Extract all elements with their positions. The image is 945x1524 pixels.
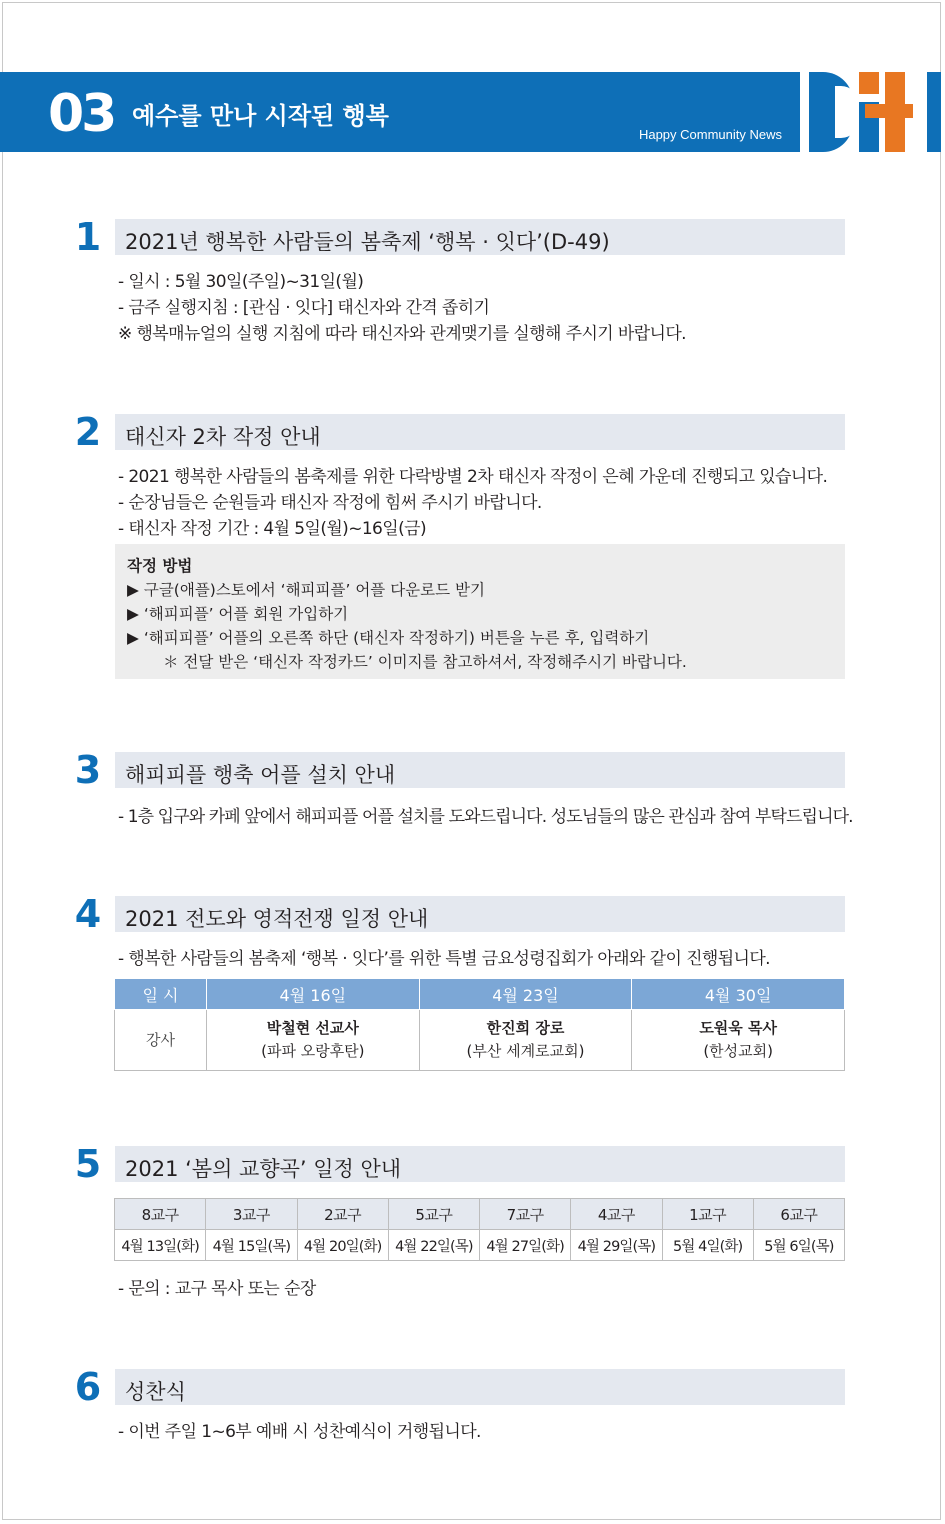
section-title: 2021 전도와 영적전쟁 일정 안내 (125, 907, 429, 931)
section-number: 4 (74, 892, 102, 936)
date-cell: 5월 6일(목) (753, 1230, 844, 1261)
section-title: 2021년 행복한 사람들의 봄축제 ‘행복 · 잇다’(D-49) (125, 230, 610, 254)
speaker-cell (632, 1010, 845, 1071)
date-cell: 5월 4일(화) (662, 1230, 753, 1261)
speaker-name: 박철현 선교사 (266, 1019, 359, 1037)
section-number: 1 (74, 215, 102, 259)
date-cell: 4월 20일(화) (297, 1230, 388, 1261)
speaker-org: (한성교회) (703, 1042, 773, 1060)
district-cell: 1교구 (662, 1199, 753, 1230)
date-cell: 4월 29일(목) (571, 1230, 662, 1261)
section-number: 6 (74, 1365, 102, 1409)
speaker-name: 한진희 장로 (486, 1019, 565, 1037)
date-cell: 4월 27일(화) (480, 1230, 571, 1261)
district-cell: 5교구 (388, 1199, 479, 1230)
section-title: 성찬식 (125, 1380, 186, 1404)
table-header-cell: 4월 23일 (419, 979, 632, 1010)
section-number: 2 (74, 410, 102, 454)
district-schedule-table (114, 1198, 845, 1261)
section-title-bar (115, 896, 845, 932)
header-subtitle: Happy Community News (638, 127, 782, 142)
section-title-bar (115, 219, 845, 255)
header-bar (0, 72, 800, 152)
speaker-cell (419, 1010, 632, 1071)
row-label: 강사 (115, 1010, 207, 1071)
section-line: - 1층 입구와 카페 앞에서 해피피플 어플 설치를 도와드립니다. 성도님들의 많은 관심과 참여 부탁드립니다. (118, 807, 853, 827)
section-title: 해피피플 행축 어플 설치 안내 (125, 763, 396, 787)
district-cell: 3교구 (206, 1199, 297, 1230)
district-cell: 2교구 (297, 1199, 388, 1230)
district-cell: 6교구 (753, 1199, 844, 1230)
section-number: 5 (74, 1142, 102, 1186)
section-title-bar (115, 1369, 845, 1405)
table-header-cell: 4월 30일 (632, 979, 845, 1010)
district-cell: 8교구 (115, 1199, 206, 1230)
header-section-number: 03 (48, 84, 115, 144)
section-title-bar (115, 414, 845, 450)
section-line: - 행복한 사람들의 봄축제 ‘행복 · 잇다’를 위한 특별 금요성령집회가 아래와 같이 진행됩니다. (118, 949, 770, 969)
instruction-note: ＊ 전달 받은 ‘태신자 작정카드’ 이미지를 참고하셔서, 작정해주시기 바랍니다. (163, 653, 687, 671)
table-row (115, 1199, 845, 1230)
instruction-item: ▶ ‘해피피플’ 어플 회원 가입하기 (127, 605, 349, 623)
page-title: 예수를 만나 시작된 행복 (132, 102, 389, 130)
section-line: - 일시 : 5월 30일(주일)~31일(월) (118, 272, 364, 292)
date-cell: 4월 22일(목) (388, 1230, 479, 1261)
section-line: ※ 행복매뉴얼의 실행 지침에 따라 태신자와 관계맺기를 실행해 주시기 바랍니다. (118, 324, 686, 344)
speaker-org: (파파 오랑후탄) (261, 1042, 365, 1060)
hcn-logo (805, 72, 945, 152)
section-line: - 2021 행복한 사람들의 봄축제를 위한 다락방별 2차 태신자 작정이 은혜 가운데 진행되고 있습니다. (118, 467, 828, 487)
table-header-cell: 4월 16일 (207, 979, 420, 1010)
table-header-cell: 일 시 (115, 979, 207, 1010)
district-cell: 7교구 (480, 1199, 571, 1230)
date-cell: 4월 15일(목) (206, 1230, 297, 1261)
section-title-bar (115, 752, 845, 788)
section-line: - 태신자 작정 기간 : 4월 5일(월)~16일(금) (118, 519, 426, 539)
section-number: 3 (74, 748, 102, 792)
instruction-heading: 작정 방법 (127, 557, 193, 575)
revival-schedule-table (114, 978, 845, 1071)
section-line: - 금주 실행지침 : [관심 · 잇다] 태신자와 간격 좁히기 (118, 298, 490, 318)
section-line: - 이번 주일 1~6부 예배 시 성찬예식이 거행됩니다. (118, 1422, 481, 1442)
date-cell: 4월 13일(화) (115, 1230, 206, 1261)
table-row (115, 1230, 845, 1261)
page-header (0, 72, 945, 152)
speaker-org: (부산 세계로교회) (466, 1042, 585, 1060)
section-title-bar (115, 1146, 845, 1182)
instruction-item: ▶ ‘해피피플’ 어플의 오른쪽 하단 (태신자 작정하기) 버튼을 누른 후, 입력하기 (127, 629, 650, 647)
section-title: 태신자 2차 작정 안내 (125, 425, 321, 449)
instruction-item: ▶ 구글(애플)스토에서 ‘해피피플’ 어플 다운로드 받기 (127, 581, 485, 599)
speaker-name: 도원욱 목사 (699, 1019, 777, 1037)
section-title: 2021 ‘봄의 교향곡’ 일정 안내 (125, 1157, 402, 1181)
instruction-box (115, 544, 845, 679)
table-row (115, 1010, 845, 1071)
section-line: - 순장님들은 순원들과 태신자 작정에 힘써 주시기 바랍니다. (118, 493, 542, 513)
speaker-cell (207, 1010, 420, 1071)
district-cell: 4교구 (571, 1199, 662, 1230)
section-line: - 문의 : 교구 목사 또는 순장 (118, 1279, 316, 1299)
